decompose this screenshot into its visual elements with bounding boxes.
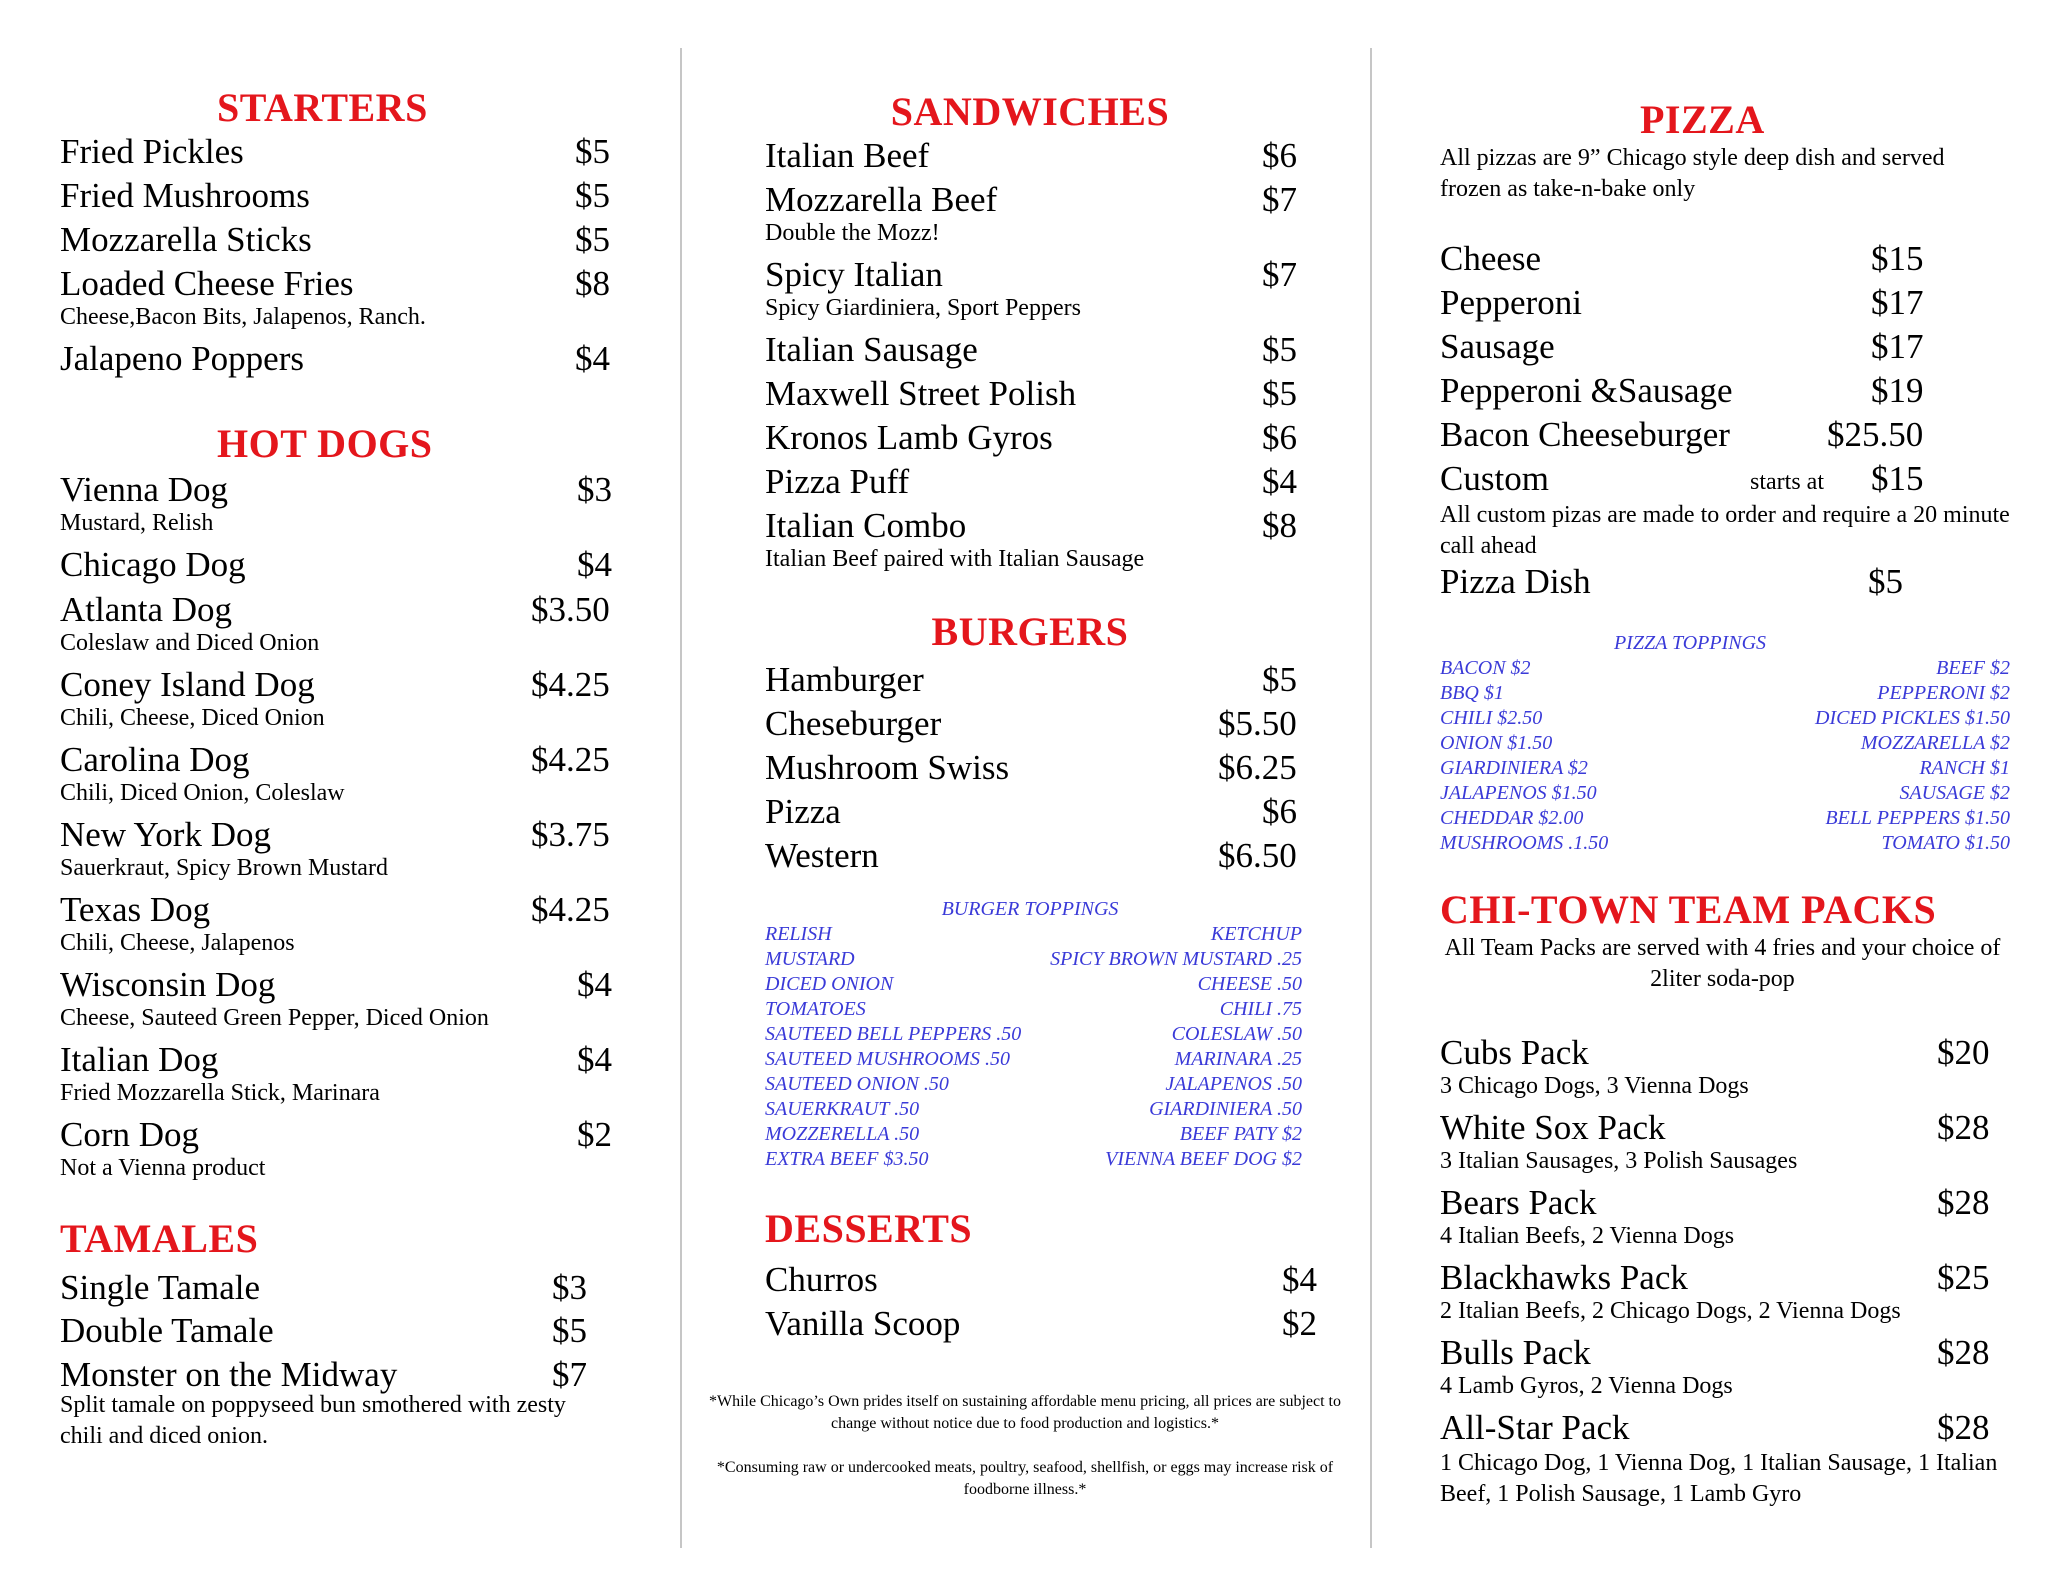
topping-right: COLESLAW .50 bbox=[1171, 1023, 1302, 1045]
menu-item bbox=[765, 748, 1325, 792]
item-description: 3 Chicago Dogs, 3 Vienna Dogs bbox=[1440, 1073, 1749, 1099]
menu-item bbox=[765, 418, 1325, 462]
food-safety-disclaimer: *Consuming raw or undercooked meats, poultry, seafood, shellfish, or eggs may increase risk of foodborne illness.* bbox=[716, 1459, 1334, 1498]
item-name: Pizza Puff bbox=[765, 462, 910, 501]
item-name: Mushroom Swiss bbox=[765, 748, 1010, 787]
topping-left: SAUTEED BELL PEPPERS .50 bbox=[765, 1023, 1022, 1045]
topping-left: TOMATOES bbox=[765, 998, 866, 1020]
menu-item bbox=[1440, 1183, 2010, 1249]
menu-item bbox=[60, 1311, 625, 1355]
item-name: Kronos Lamb Gyros bbox=[765, 418, 1053, 457]
item-price: $28 bbox=[1937, 1408, 1990, 1447]
topping-right: BELL PEPPERS $1.50 bbox=[1825, 807, 2010, 829]
item-price: $6.25 bbox=[1218, 748, 1297, 787]
item-description: Chili, Cheese, Jalapenos bbox=[60, 930, 295, 956]
menu-item bbox=[1440, 1258, 2010, 1324]
item-price: $8 bbox=[1262, 506, 1297, 545]
topping-right: CHILI .75 bbox=[1219, 998, 1302, 1020]
item-name: Double Tamale bbox=[60, 1311, 274, 1350]
menu-item bbox=[765, 1260, 1325, 1304]
item-price: $8 bbox=[575, 264, 610, 303]
topping-right: MARINARA .25 bbox=[1174, 1048, 1302, 1070]
item-name: All-Star Pack bbox=[1440, 1408, 1630, 1447]
item-name: Jalapeno Poppers bbox=[60, 339, 304, 378]
item-description: 4 Lamb Gyros, 2 Vienna Dogs bbox=[1440, 1373, 1733, 1399]
menu-item bbox=[765, 374, 1325, 418]
topping-left: BACON $2 bbox=[1440, 657, 1531, 679]
item-price: $4 bbox=[575, 339, 610, 378]
item-price: $5 bbox=[1262, 374, 1297, 413]
item-price: $5 bbox=[575, 220, 610, 259]
item-description: 2 Italian Beefs, 2 Chicago Dogs, 2 Vienna Dogs bbox=[1440, 1298, 1901, 1324]
menu-item bbox=[1440, 1033, 2010, 1099]
topping-right: TOMATO $1.50 bbox=[1881, 832, 2010, 854]
menu-item bbox=[60, 1115, 625, 1181]
item-price: $5 bbox=[552, 1311, 587, 1350]
menu-item bbox=[60, 132, 625, 176]
item-name: Sausage bbox=[1440, 327, 1555, 366]
team-packs-heading: CHI-TOWN TEAM PACKS bbox=[1440, 887, 1937, 932]
menu-item bbox=[60, 890, 625, 956]
item-name: Blackhawks Pack bbox=[1440, 1258, 1688, 1297]
item-name: Bacon Cheeseburger bbox=[1440, 415, 1730, 454]
menu-item bbox=[60, 339, 625, 383]
starters-heading: STARTERS bbox=[217, 85, 428, 130]
item-name: Western bbox=[765, 836, 879, 875]
item-price: $5 bbox=[575, 176, 610, 215]
item-name: Vienna Dog bbox=[60, 470, 228, 509]
item-description: Spicy Giardiniera, Sport Peppers bbox=[765, 295, 1081, 321]
item-name: Pepperoni &Sausage bbox=[1440, 371, 1733, 410]
item-price: $17 bbox=[1871, 327, 1924, 366]
item-price: $4.25 bbox=[531, 890, 610, 929]
topping-right: BEEF $2 bbox=[1936, 657, 2010, 679]
menu-item bbox=[765, 255, 1325, 321]
item-name: Coney Island Dog bbox=[60, 665, 315, 704]
item-name: Custom bbox=[1440, 459, 1549, 498]
item-price: $5 bbox=[1262, 660, 1297, 699]
item-name: Single Tamale bbox=[60, 1268, 261, 1307]
menu-item bbox=[60, 545, 625, 589]
item-description: Not a Vienna product bbox=[60, 1155, 266, 1181]
menu-item bbox=[1440, 1333, 2010, 1399]
item-price: $4.25 bbox=[531, 665, 610, 704]
item-price: $19 bbox=[1871, 371, 1924, 410]
item-description: Sauerkraut, Spicy Brown Mustard bbox=[60, 855, 388, 881]
item-price: $7 bbox=[1262, 180, 1297, 219]
menu-item bbox=[765, 836, 1325, 880]
menu-item bbox=[765, 792, 1325, 836]
item-description: Coleslaw and Diced Onion bbox=[60, 630, 320, 656]
burgers-heading: BURGERS bbox=[931, 609, 1129, 654]
item-name: Hamburger bbox=[765, 660, 924, 699]
item-name: Wisconsin Dog bbox=[60, 965, 276, 1004]
item-name: Corn Dog bbox=[60, 1115, 200, 1154]
item-price: $4 bbox=[1262, 462, 1297, 501]
menu-item bbox=[765, 1304, 1325, 1348]
item-price: $6.50 bbox=[1218, 836, 1297, 875]
topping-left: CHILI $2.50 bbox=[1440, 707, 1543, 729]
topping-left: CHEDDAR $2.00 bbox=[1440, 807, 1584, 829]
menu-item bbox=[60, 1268, 625, 1312]
menu-item bbox=[1440, 327, 2010, 371]
topping-left: MOZZERELLA .50 bbox=[765, 1123, 920, 1145]
pizza-heading: PIZZA bbox=[1640, 97, 1765, 142]
pizza-intro: All pizzas are 9” Chicago style deep dish and served frozen as take-n-bake only bbox=[1440, 145, 1945, 202]
item-price: $20 bbox=[1937, 1033, 1990, 1072]
topping-right: CHEESE .50 bbox=[1197, 973, 1302, 995]
menu-item bbox=[60, 815, 625, 881]
topping-right: KETCHUP bbox=[1210, 923, 1302, 945]
item-name: Bulls Pack bbox=[1440, 1333, 1591, 1372]
menu-item bbox=[60, 470, 625, 536]
item-price: $28 bbox=[1937, 1108, 1990, 1147]
menu-item bbox=[765, 704, 1325, 748]
item-price: $15 bbox=[1871, 239, 1924, 278]
item-price: $4 bbox=[577, 965, 612, 1004]
item-price: $25.50 bbox=[1827, 415, 1924, 454]
menu-item bbox=[60, 740, 625, 806]
item-description: Fried Mozzarella Stick, Marinara bbox=[60, 1080, 380, 1106]
item-name: Atlanta Dog bbox=[60, 590, 233, 629]
item-price: $4 bbox=[577, 1040, 612, 1079]
price-disclaimer: *While Chicago’s Own prides itself on sustaining affordable menu pricing, all prices are subject to change without notice due to food production and logistics.* bbox=[709, 1393, 1341, 1432]
menu-item bbox=[765, 506, 1325, 572]
item-price: $6 bbox=[1262, 136, 1297, 175]
item-price: $7 bbox=[1262, 255, 1297, 294]
item-price: $15 bbox=[1871, 459, 1924, 498]
tamales-heading: TAMALES bbox=[60, 1216, 259, 1261]
item-description: Chili, Cheese, Diced Onion bbox=[60, 705, 325, 731]
item-price: $3.75 bbox=[531, 815, 610, 854]
item-name: White Sox Pack bbox=[1440, 1108, 1666, 1147]
pizza-toppings-title: PIZZA TOPPINGS bbox=[1613, 632, 1767, 654]
item-price: $5 bbox=[1868, 562, 1903, 601]
item-price: $2 bbox=[577, 1115, 612, 1154]
item-name: Italian Dog bbox=[60, 1040, 219, 1079]
pizza-dish-item bbox=[1440, 562, 2010, 606]
menu-item bbox=[765, 462, 1325, 506]
item-name: Italian Sausage bbox=[765, 330, 978, 369]
topping-right: MOZZARELLA $2 bbox=[1860, 732, 2010, 754]
item-price: $5.50 bbox=[1218, 704, 1297, 743]
item-name: Fried Mushrooms bbox=[60, 176, 310, 215]
item-name: Loaded Cheese Fries bbox=[60, 264, 354, 303]
menu-item bbox=[60, 665, 625, 731]
menu-item bbox=[1440, 371, 2010, 415]
item-price: $2 bbox=[1282, 1304, 1317, 1343]
item-name: Italian Combo bbox=[765, 506, 967, 545]
item-name: Pizza Dish bbox=[1440, 562, 1591, 601]
item-price: $3 bbox=[552, 1268, 587, 1307]
topping-right: DICED PICKLES $1.50 bbox=[1815, 707, 2010, 729]
item-description: Cheese, Sauteed Green Pepper, Diced Onion bbox=[60, 1005, 489, 1031]
topping-right: GIARDINIERA .50 bbox=[1149, 1098, 1302, 1120]
topping-left: DICED ONION bbox=[765, 973, 894, 995]
topping-right: BEEF PATY $2 bbox=[1179, 1123, 1302, 1145]
item-name: Mozzarella Beef bbox=[765, 180, 998, 219]
item-name: Mozzarella Sticks bbox=[60, 220, 312, 259]
desserts-heading: DESSERTS bbox=[765, 1206, 973, 1251]
column-divider-left bbox=[680, 48, 682, 1548]
burger-toppings-title: BURGER TOPPINGS bbox=[941, 898, 1119, 920]
item-price: $6 bbox=[1262, 418, 1297, 457]
menu-item bbox=[60, 590, 625, 656]
item-name: Monster on the Midway bbox=[60, 1355, 398, 1394]
item-price: $5 bbox=[1262, 330, 1297, 369]
item-price: $4 bbox=[577, 545, 612, 584]
column-divider-right bbox=[1370, 48, 1372, 1548]
item-price: $3.50 bbox=[531, 590, 610, 629]
topping-left: GIARDINIERA $2 bbox=[1440, 757, 1588, 779]
item-price: $4.25 bbox=[531, 740, 610, 779]
item-name: Fried Pickles bbox=[60, 132, 244, 171]
item-description: 4 Italian Beefs, 2 Vienna Dogs bbox=[1440, 1223, 1735, 1249]
sandwiches-heading: SANDWICHES bbox=[890, 89, 1170, 134]
menu-item bbox=[765, 660, 1325, 704]
tamales-note: Split tamale on poppyseed bun smothered with zesty chili and diced onion. bbox=[60, 1392, 566, 1449]
item-description: Double the Mozz! bbox=[765, 220, 940, 246]
menu-item bbox=[1440, 239, 2010, 283]
item-price: $5 bbox=[575, 132, 610, 171]
topping-left: SAUTEED MUSHROOMS .50 bbox=[765, 1048, 1010, 1070]
menu-item bbox=[60, 965, 625, 1031]
topping-left: JALAPENOS $1.50 bbox=[1440, 782, 1597, 804]
item-name: Texas Dog bbox=[60, 890, 211, 929]
item-name: Carolina Dog bbox=[60, 740, 250, 779]
item-price: $4 bbox=[1282, 1260, 1317, 1299]
topping-left: ONION $1.50 bbox=[1440, 732, 1553, 754]
item-name: Pepperoni bbox=[1440, 283, 1582, 322]
item-name: Cheese bbox=[1440, 239, 1542, 278]
menu-item bbox=[765, 136, 1325, 180]
item-price: $6 bbox=[1262, 792, 1297, 831]
topping-left: EXTRA BEEF $3.50 bbox=[765, 1148, 929, 1170]
item-description: Mustard, Relish bbox=[60, 510, 214, 536]
topping-left: RELISH bbox=[765, 923, 832, 945]
topping-right: RANCH $1 bbox=[1919, 757, 2010, 779]
topping-right: VIENNA BEEF DOG $2 bbox=[1105, 1148, 1302, 1170]
item-name: Churros bbox=[765, 1260, 878, 1299]
team-packs-intro: All Team Packs are served with 4 fries and your choice of 2liter soda-pop bbox=[1444, 935, 2001, 992]
item-name: New York Dog bbox=[60, 815, 271, 854]
item-price: $28 bbox=[1937, 1333, 1990, 1372]
menu-item bbox=[60, 220, 625, 264]
topping-left: SAUTEED ONION .50 bbox=[765, 1073, 949, 1095]
item-name: Chicago Dog bbox=[60, 545, 246, 584]
menu-item bbox=[1440, 415, 2010, 459]
item-price: $7 bbox=[552, 1355, 587, 1394]
topping-left: BBQ $1 bbox=[1440, 682, 1504, 704]
menu-item bbox=[1440, 459, 2010, 503]
menu-item bbox=[1440, 1408, 2010, 1507]
topping-left: MUSTARD bbox=[765, 948, 855, 970]
topping-right: JALAPENOS .50 bbox=[1165, 1073, 1302, 1095]
item-name: Vanilla Scoop bbox=[765, 1304, 961, 1343]
item-price: $3 bbox=[577, 470, 612, 509]
item-name: Spicy Italian bbox=[765, 255, 943, 294]
item-description: 1 Chicago Dog, 1 Vienna Dog, 1 Italian Sausage, 1 Italian Beef, 1 Polish Sausage, 1 Lamb Gyro bbox=[1440, 1450, 1998, 1507]
item-price: $28 bbox=[1937, 1183, 1990, 1222]
item-price: $17 bbox=[1871, 283, 1924, 322]
topping-left: MUSHROOMS .1.50 bbox=[1440, 832, 1609, 854]
topping-right: PEPPERONI $2 bbox=[1877, 682, 2010, 704]
item-description: Italian Beef paired with Italian Sausage bbox=[765, 546, 1145, 572]
menu-item bbox=[60, 1040, 625, 1106]
item-description: 3 Italian Sausages, 3 Polish Sausages bbox=[1440, 1148, 1798, 1174]
item-description: Cheese,Bacon Bits, Jalapenos, Ranch. bbox=[60, 304, 426, 330]
item-description: Chili, Diced Onion, Coleslaw bbox=[60, 780, 345, 806]
item-name: Italian Beef bbox=[765, 136, 930, 175]
menu-item bbox=[60, 264, 625, 330]
item-name: Cubs Pack bbox=[1440, 1033, 1589, 1072]
menu-item bbox=[765, 180, 1325, 246]
item-name: Bears Pack bbox=[1440, 1183, 1597, 1222]
hot-dogs-heading: HOT DOGS bbox=[217, 421, 433, 466]
topping-left: SAUERKRAUT .50 bbox=[765, 1098, 920, 1120]
menu-item bbox=[60, 176, 625, 220]
topping-right: SAUSAGE $2 bbox=[1899, 782, 2010, 804]
menu-item bbox=[1440, 1108, 2010, 1174]
starts-at-label: starts at bbox=[1750, 469, 1824, 495]
custom-pizza-note: All custom pizas are made to order and require a 20 minute call ahead bbox=[1440, 502, 2010, 559]
item-name: Cheseburger bbox=[765, 704, 942, 743]
menu-item bbox=[1440, 283, 2010, 327]
item-price: $25 bbox=[1937, 1258, 1990, 1297]
item-name: Maxwell Street Polish bbox=[765, 374, 1077, 413]
item-name: Pizza bbox=[765, 792, 841, 831]
menu-item bbox=[765, 330, 1325, 374]
topping-right: SPICY BROWN MUSTARD .25 bbox=[1050, 948, 1302, 970]
